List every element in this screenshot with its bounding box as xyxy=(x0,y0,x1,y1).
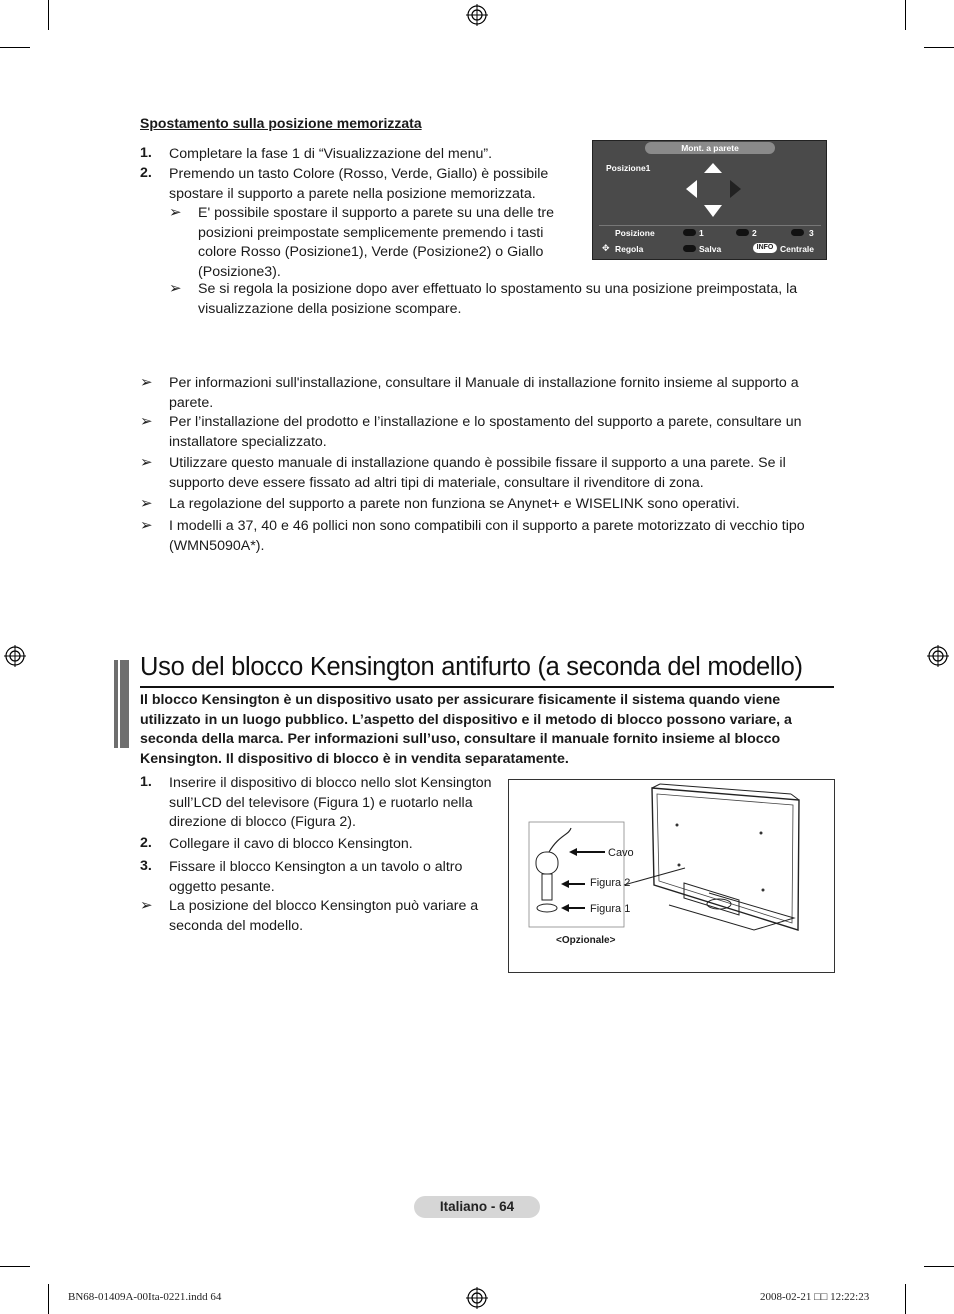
slug-file-info: BN68-01409A-00Ita-0221.indd 64 xyxy=(68,1291,222,1303)
step-text: Completare la fase 1 di “Visualizzazione del menu”. xyxy=(169,146,493,162)
note-arrow-icon: ➢ xyxy=(140,454,153,471)
note-text: Se si regola la posizione dopo aver effettuato lo spostamento su una posizione preimpostata, la visualizzazione della posizione scompare. xyxy=(198,281,798,317)
heading-bar xyxy=(120,660,129,748)
heading-underline xyxy=(140,686,834,688)
osd-wall-mount-screen xyxy=(592,140,827,260)
step-number: 3. xyxy=(140,858,152,874)
note-text: I modelli a 37, 40 e 46 pollici non sono compatibili con il supporto a parete motorizzato di vecchio tipo (WMN5090A*). xyxy=(169,518,805,554)
osd-title-bar: Mont. a parete xyxy=(645,142,775,154)
step-text: Premendo un tasto Colore (Rosso, Verde, Giallo) è possibile spostare il supporto a parete nella posizione memorizzata. xyxy=(169,166,549,202)
note-arrow-icon: ➢ xyxy=(169,280,182,297)
osd-regola: Regola xyxy=(615,244,644,254)
section-title: Spostamento sulla posizione memorizzata xyxy=(140,115,422,131)
osd-key-1: 1 xyxy=(699,228,704,238)
color-key-red-icon xyxy=(683,229,696,236)
registration-mark-icon xyxy=(466,4,488,26)
crop-mark xyxy=(0,47,30,48)
figure-label-cavo: Cavo xyxy=(608,847,634,859)
note-arrow-icon: ➢ xyxy=(140,413,153,430)
note-arrow-icon: ➢ xyxy=(140,517,153,534)
page-number-badge: Italiano - 64 xyxy=(414,1196,540,1218)
step-text: Fissare il blocco Kensington a un tavolo o altro oggetto pesante. xyxy=(169,859,463,895)
osd-key-2: 2 xyxy=(752,228,757,238)
page-heading: Uso del blocco Kensington antifurto (a seconda del modello) xyxy=(140,653,803,681)
kensington-figure xyxy=(508,779,835,973)
step-text: Inserire il dispositivo di blocco nello slot Kensington sull’LCD del televisore (Figura 1) e ruotarlo nella direzione di blocco (Figura 2). xyxy=(169,775,492,830)
osd-salva: Salva xyxy=(699,244,722,254)
registration-mark-icon xyxy=(4,645,26,667)
intro-text: Il blocco Kensington è un dispositivo usato per assicurare fisicamente il sistema quando viene utilizzato in un luogo pubblico. L’aspetto del dispositivo e il metodo di blocco possono variare, a seconda della marca. Per informazioni sull’uso, consultare il manuale fornito insieme al blocco Kensington. Il dispositivo di blocco è in vendita separatamente. xyxy=(140,692,792,767)
figure-label-opzionale: <Opzionale> xyxy=(556,935,616,946)
step-number: 2. xyxy=(140,835,152,851)
osd-centrale: Centrale xyxy=(780,244,815,254)
osd-direction-arrows-icon xyxy=(681,163,745,219)
crop-mark xyxy=(48,0,49,30)
step-number: 1. xyxy=(140,774,152,790)
crop-mark xyxy=(48,1284,49,1314)
note-arrow-icon: ➢ xyxy=(169,204,182,221)
color-key-yellow-icon xyxy=(791,229,804,236)
figure-label-figura1: Figura 1 xyxy=(590,903,631,915)
osd-row-position: Posizione xyxy=(615,228,655,238)
registration-mark-icon xyxy=(927,645,949,667)
note-text: Per l’installazione del prodotto e l’installazione e lo spostamento del supporto a parete, consultare un installatore specializzato. xyxy=(169,414,802,450)
figure-label-figura2: Figura 2 xyxy=(590,877,631,889)
crop-mark xyxy=(905,0,906,30)
osd-key-3: 3 xyxy=(809,228,814,238)
note-text: La regolazione del supporto a parete non funziona se Anynet+ e WISELINK sono operativi. xyxy=(169,496,740,512)
note-text: E' possibile spostare il supporto a parete su una delle tre posizioni preimpostate semplicemente premendo i tasti colore Rosso (Posizione1), Verde (Posizione2) o Giallo (Posizione3). xyxy=(198,205,555,280)
note-text: La posizione del blocco Kensington può variare a seconda del modello. xyxy=(169,898,479,934)
move-icon: ✥ xyxy=(602,243,610,253)
step-text: Collegare il cavo di blocco Kensington. xyxy=(169,836,413,852)
osd-position-label: Posizione1 xyxy=(606,163,651,173)
key-icon xyxy=(683,245,696,252)
note-arrow-icon: ➢ xyxy=(140,495,153,512)
heading-bar xyxy=(114,660,118,748)
note-arrow-icon: ➢ xyxy=(140,374,153,391)
color-key-green-icon xyxy=(736,229,749,236)
note-arrow-icon: ➢ xyxy=(140,897,153,914)
note-text: Per informazioni sull'installazione, consultare il Manuale di installazione fornito insieme al supporto a parete. xyxy=(169,375,799,411)
crop-mark xyxy=(924,1266,954,1267)
crop-mark xyxy=(924,47,954,48)
info-key-icon: INFO xyxy=(753,243,777,253)
crop-mark xyxy=(905,1284,906,1314)
crop-mark xyxy=(0,1266,30,1267)
slug-timestamp: 2008-02-21 □□ 12:22:23 xyxy=(760,1291,870,1303)
note-text: Utilizzare questo manuale di installazione quando è possibile fissare il supporto a una parete. Se il supporto deve essere fissato ad altri tipi di materiale, consultare il rivenditore di zona. xyxy=(169,455,786,491)
registration-mark-icon xyxy=(466,1287,488,1309)
step-number: 1. xyxy=(140,145,152,161)
step-number: 2. xyxy=(140,165,152,181)
